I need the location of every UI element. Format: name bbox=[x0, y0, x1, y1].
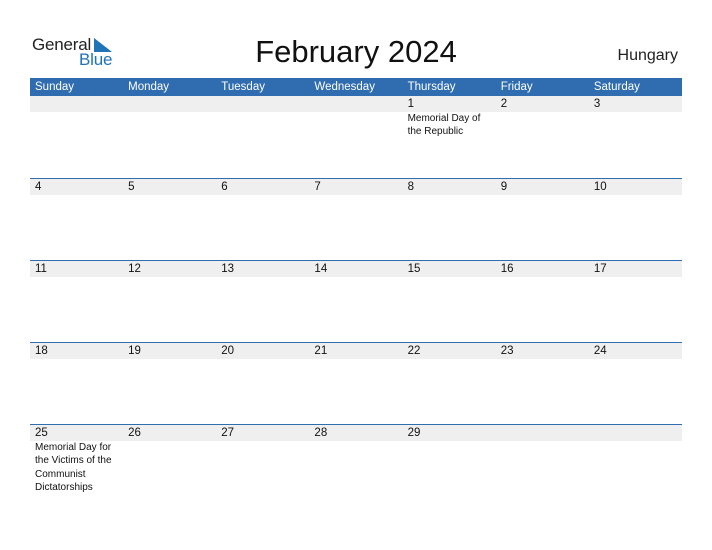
day-number: 14 bbox=[314, 263, 328, 275]
day-cell bbox=[216, 425, 309, 506]
day-cell bbox=[30, 179, 123, 260]
calendar-weeks bbox=[30, 96, 682, 506]
day-cell bbox=[589, 343, 682, 424]
day-number: 18 bbox=[35, 345, 48, 357]
country-label: Hungary bbox=[617, 47, 678, 64]
week-row bbox=[30, 424, 682, 506]
week-row bbox=[30, 260, 682, 342]
day-number: 17 bbox=[593, 263, 607, 275]
logo-text-blue: Blue bbox=[79, 50, 113, 69]
day-number: 26 bbox=[128, 427, 141, 439]
day-cell bbox=[123, 96, 216, 178]
day-cell bbox=[403, 179, 496, 260]
day-cell bbox=[123, 179, 216, 260]
day-number: 13 bbox=[221, 263, 235, 275]
day-number: 16 bbox=[500, 263, 514, 275]
day-number: 19 bbox=[128, 345, 141, 357]
day-cell bbox=[309, 343, 402, 424]
day-cell bbox=[496, 261, 589, 342]
day-number: 5 bbox=[128, 181, 135, 193]
week-cells bbox=[30, 425, 682, 506]
day-cell bbox=[496, 179, 589, 260]
day-cell bbox=[309, 261, 402, 342]
day-cell bbox=[123, 261, 216, 342]
day-number: 22 bbox=[407, 345, 421, 357]
day-number: 15 bbox=[407, 263, 421, 275]
day-cell bbox=[589, 179, 682, 260]
day-cell bbox=[309, 425, 402, 506]
day-number: 23 bbox=[500, 345, 514, 357]
day-number: 7 bbox=[314, 181, 321, 193]
day-cell bbox=[309, 96, 402, 178]
weekday-thursday: Thursday bbox=[407, 81, 456, 93]
week-cells bbox=[30, 96, 682, 178]
day-cell bbox=[30, 425, 123, 506]
day-cell bbox=[403, 425, 496, 506]
day-number: 11 bbox=[35, 263, 47, 275]
day-number: 9 bbox=[500, 181, 508, 193]
day-cell bbox=[589, 96, 682, 178]
day-cell bbox=[30, 261, 123, 342]
weekday-header bbox=[30, 78, 682, 96]
day-number: 1 bbox=[407, 98, 414, 110]
calendar-grid bbox=[30, 78, 682, 506]
holiday-label: Memorial Day for the Victims of the Communist Dictatorships bbox=[35, 442, 112, 494]
day-number: 20 bbox=[221, 345, 235, 357]
day-cell bbox=[30, 96, 123, 178]
day-cell bbox=[309, 179, 402, 260]
holiday-label: Memorial Day of the Republic bbox=[407, 113, 481, 138]
day-cell bbox=[216, 96, 309, 178]
day-cell bbox=[496, 425, 589, 506]
day-number: 12 bbox=[128, 263, 141, 275]
day-cell bbox=[216, 261, 309, 342]
day-cell bbox=[216, 343, 309, 424]
weekday-wednesday: Wednesday bbox=[314, 81, 375, 93]
week-cells bbox=[30, 343, 682, 424]
day-cell bbox=[403, 343, 496, 424]
week-row bbox=[30, 178, 682, 260]
day-cell bbox=[30, 343, 123, 424]
day-cell bbox=[589, 425, 682, 506]
weekday-saturday: Saturday bbox=[593, 81, 640, 93]
day-number: 24 bbox=[593, 345, 607, 357]
day-number: 25 bbox=[35, 427, 48, 439]
day-number: 4 bbox=[35, 181, 42, 193]
week-row bbox=[30, 342, 682, 424]
day-cell bbox=[123, 425, 216, 506]
day-cell bbox=[403, 261, 496, 342]
day-number: 28 bbox=[314, 427, 328, 439]
day-number: 21 bbox=[314, 345, 328, 357]
week-cells bbox=[30, 179, 682, 260]
day-number: 8 bbox=[407, 181, 414, 193]
week-cells bbox=[30, 261, 682, 342]
day-number: 10 bbox=[593, 181, 607, 193]
day-cell bbox=[496, 343, 589, 424]
weekday-friday: Friday bbox=[500, 81, 533, 93]
day-number: 29 bbox=[407, 427, 421, 439]
day-cell bbox=[589, 261, 682, 342]
weekday-sunday: Sunday bbox=[35, 81, 75, 93]
logo-text-general: General bbox=[32, 35, 92, 54]
day-number: 6 bbox=[221, 181, 228, 193]
calendar-title: February 2024 bbox=[255, 34, 457, 69]
day-cell bbox=[123, 343, 216, 424]
day-cell bbox=[403, 96, 496, 178]
day-number: 2 bbox=[500, 98, 508, 110]
day-number: 27 bbox=[221, 427, 235, 439]
day-cell bbox=[496, 96, 589, 178]
day-number: 3 bbox=[593, 98, 601, 110]
week-row bbox=[30, 96, 682, 178]
weekday-tuesday: Tuesday bbox=[221, 81, 265, 93]
weekday-monday: Monday bbox=[128, 81, 170, 93]
day-cell bbox=[216, 179, 309, 260]
